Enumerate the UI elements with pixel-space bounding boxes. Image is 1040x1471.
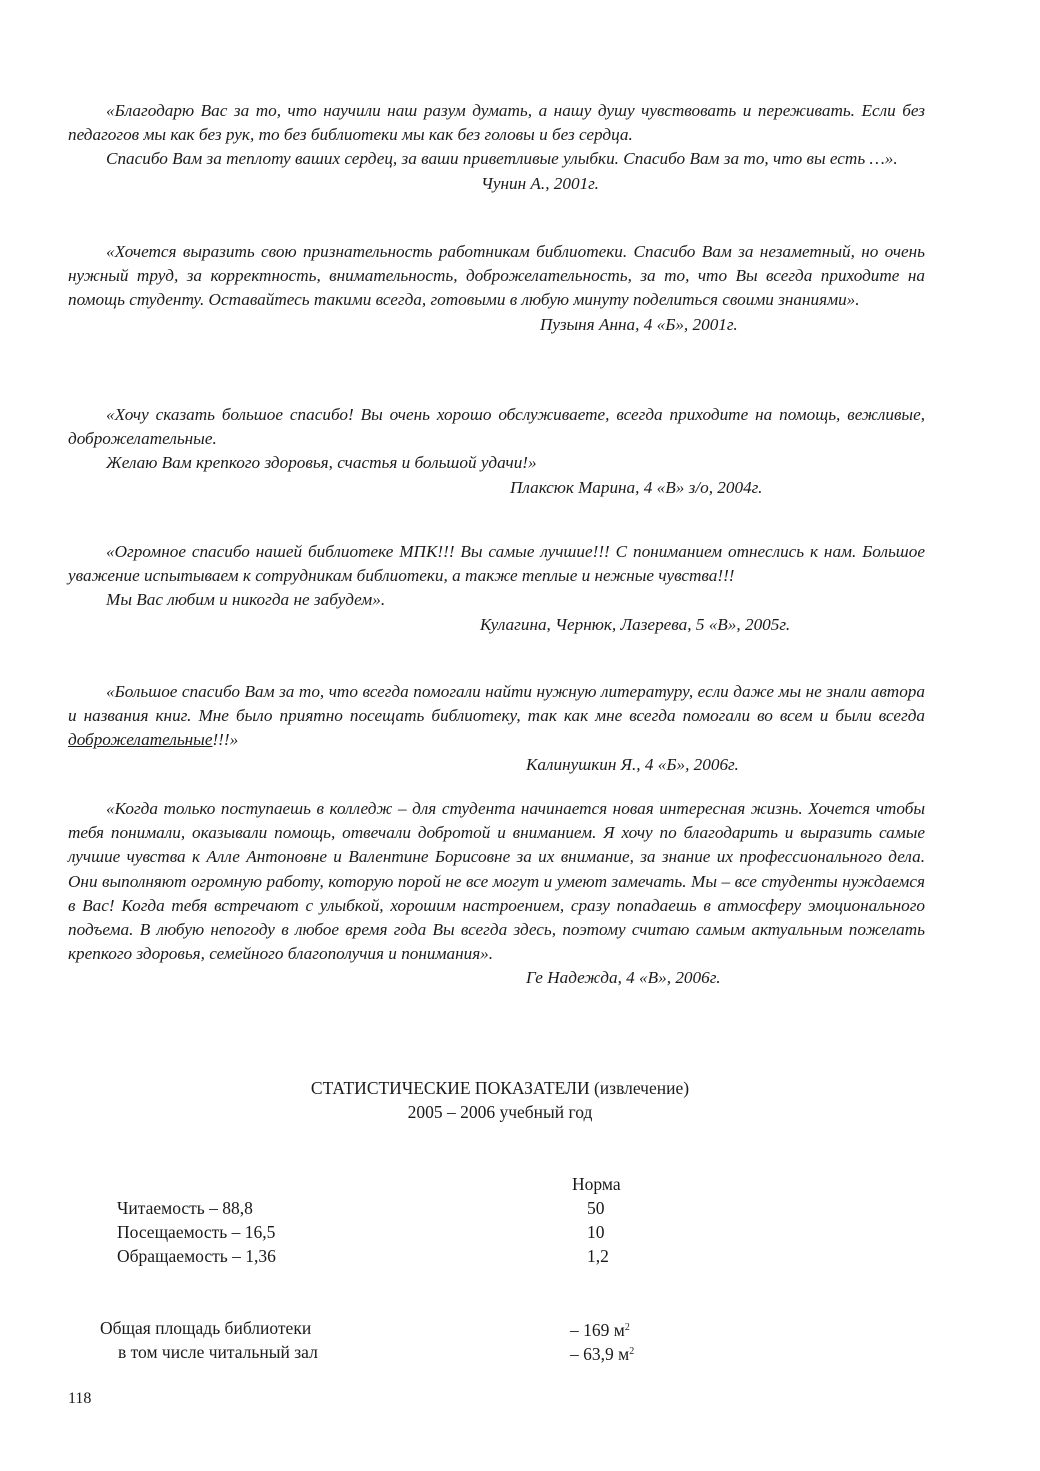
quote-signature: Калинушкин Я., 4 «Б», 2006г. — [526, 754, 739, 774]
area-reading-room-label: в том числе читальный зал — [118, 1342, 318, 1362]
quote-1 — [68, 99, 925, 196]
area-reading-room-number: – 63,9 м — [570, 1344, 630, 1364]
quote-signature: Ге Надежда, 4 «В», 2006г. — [526, 968, 721, 988]
unit-superscript: 2 — [624, 1322, 630, 1333]
quote-4 — [68, 540, 925, 637]
stat-norm-circulation: 1,2 — [587, 1246, 609, 1266]
quote-paragraph: «Хочу сказать большое спасибо! Вы очень хорошо обслуживаете, всегда приходите на помощь, вежливые, доброжелательные. — [68, 405, 925, 449]
area-reading-room-value — [570, 1340, 634, 1366]
stat-norm-reading: 50 — [587, 1198, 605, 1218]
quote-text: «Большое спасибо Вам за то, что всегда помогали найти нужную литературу, если даже мы не знали автора и названия книг. Мне было приятно посещать библиотеку, так как мне всегда помогали во всем и были всегда — [68, 682, 925, 726]
stat-label-circulation: Обращаемость – 1,36 — [117, 1246, 276, 1266]
quote-paragraph: «Когда только поступаешь в колледж – для студента начинается новая интересная жизнь. Хочется чтобы тебя понимали, оказывали помощь, отвечали добротой и вниманием. Я хочу по благодарить и выразить самые лучшие чувства к Алле Антоновне и Валентине Борисовне за их внимание, за знание их профессионального дела. Они выполняют огромную работу, которую порой не все могут и умеют замечать. Мы – все студенты нуждаемся в Вас! Когда тебя встречают с улыбкой, хорошим настроением, сразу попадаешь в атмосферу эмоционального подъема. В любую непогоду в любое время года Вы всегда здесь, поэтому считаю самым актуальным пожелать крепкого здоровья, семейного благополучия и понимания». — [68, 799, 925, 964]
quote-paragraph: Желаю Вам крепкого здоровья, счастья и большой удачи!» — [106, 453, 537, 473]
quote-3 — [68, 403, 925, 500]
quote-6 — [68, 797, 925, 991]
stat-label-attendance: Посещаемость – 16,5 — [117, 1222, 276, 1242]
quote-text: !!!» — [212, 730, 239, 750]
stats-title: СТАТИСТИЧЕСКИЕ ПОКАЗАТЕЛИ (извлечение) — [310, 1078, 690, 1098]
stat-label-reading: Читаемость – 88,8 — [117, 1198, 253, 1218]
quote-paragraph: Спасибо Вам за теплоту ваших сердец, за ваши приветливые улыбки. Спасибо Вам за то, что вы есть …». — [106, 149, 898, 169]
underlined-word: доброжелательные — [68, 730, 213, 750]
quote-paragraph: Мы Вас любим и никогда не забудем». — [106, 590, 386, 610]
quote-signature: Кулагина, Чернюк, Лазерева, 5 «В», 2005г. — [480, 614, 791, 634]
norm-header: Норма — [572, 1174, 621, 1194]
stats-subtitle: 2005 – 2006 учебный год — [407, 1102, 593, 1122]
stat-norm-attendance: 10 — [587, 1222, 605, 1242]
quote-5 — [68, 680, 925, 777]
quote-2 — [68, 240, 925, 337]
quote-signature: Чунин А., 2001г. — [481, 173, 599, 193]
quote-paragraph: «Огромное спасибо нашей библиотеке МПК!!! Вы самые лучшие!!! С пониманием отнеслись к нам. Большое уважение испытываем к сотрудникам библиотеки, а также теплые и нежные чувства!!! — [68, 542, 925, 586]
quote-paragraph: «Благодарю Вас за то, что научили наш разум думать, а нашу душу чувствовать и переживать. Если без педагогов мы как без рук, то без библиотеки мы как без головы и без сердца. — [68, 101, 925, 145]
quote-signature: Пузыня Анна, 4 «Б», 2001г. — [540, 314, 738, 334]
area-total-number: – 169 м — [570, 1320, 625, 1340]
quote-paragraph: «Хочется выразить свою признательность работникам библиотеки. Спасибо Вам за незаметный, но очень нужный труд, за корректность, внимательность, доброжелательность, за то, что Вы всегда приходите на помощь студенту. Оставайтесь такими всегда, готовыми в любую минуту поделиться своими знаниями». — [68, 242, 925, 310]
unit-superscript: 2 — [629, 1346, 635, 1357]
quote-paragraph — [68, 680, 925, 753]
area-total-value — [570, 1316, 630, 1342]
area-total-label: Общая площадь библиотеки — [100, 1318, 312, 1338]
quote-signature: Плаксюк Марина, 4 «В» з/о, 2004г. — [510, 477, 763, 497]
page-number: 118 — [68, 1390, 92, 1407]
